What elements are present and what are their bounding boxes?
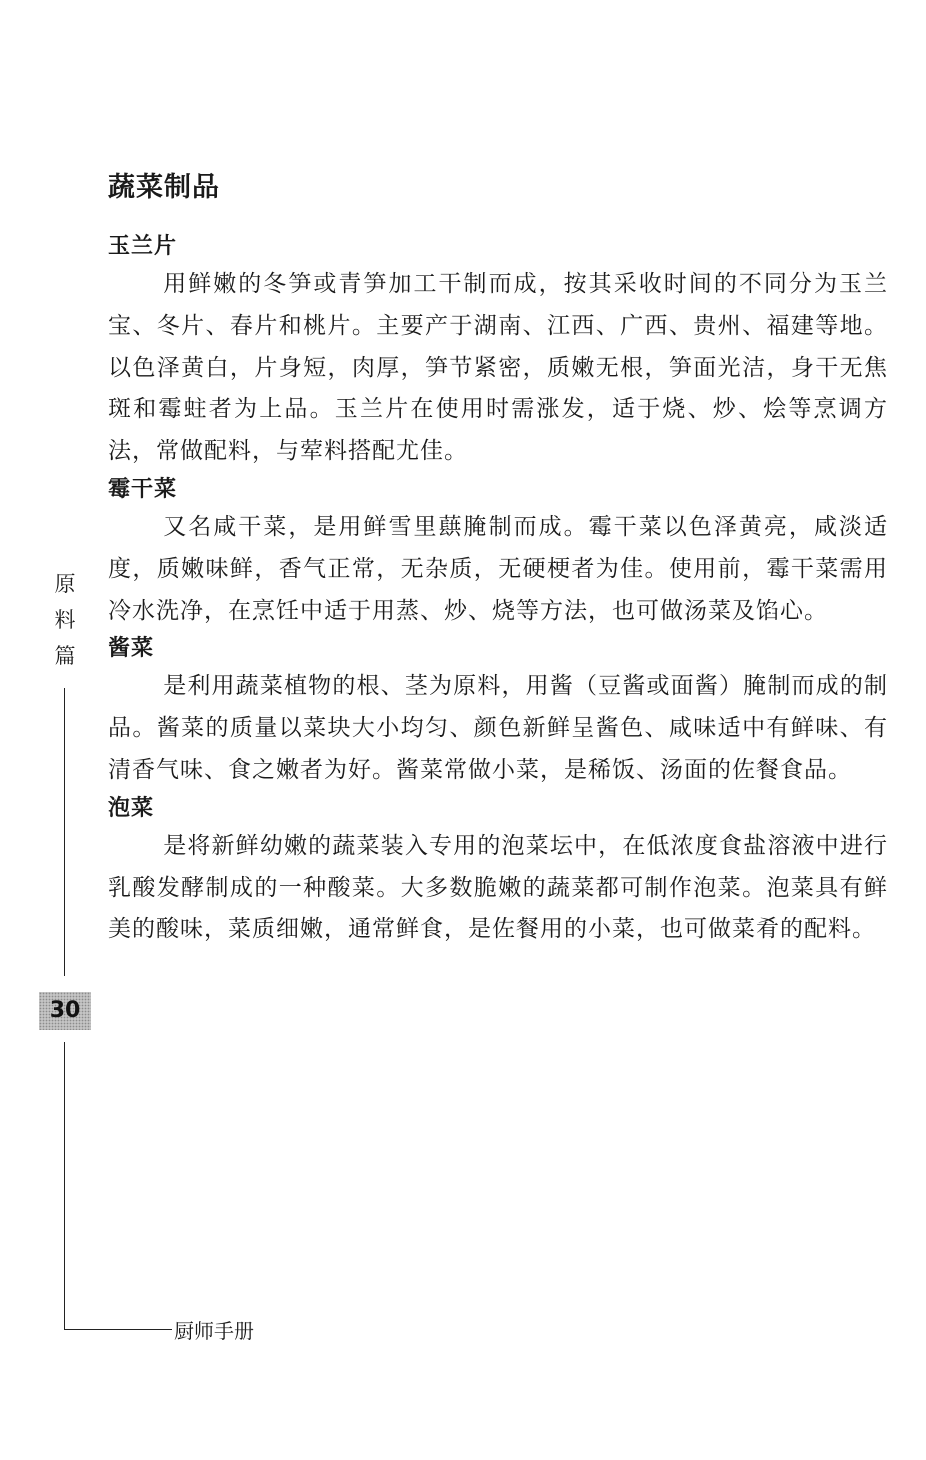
section-title: 蔬菜制品: [108, 172, 220, 203]
footer-book-title: 厨师手册: [174, 1319, 254, 1343]
entry-text: 是利用蔬菜植物的根、茎为原料，用酱（豆酱或面酱）腌制而成的制品。酱菜的质量以菜块大小均匀、颜色新鲜呈酱色、咸味适中有鲜味、有清香气味、食之嫩者为好。酱菜常做小菜，是稀饭、汤面的佐餐食品。: [108, 673, 888, 783]
entry-text: 是将新鲜幼嫩的蔬菜装入专用的泡菜坛中，在低浓度食盐溶液中进行乳酸发酵制成的一种酸菜。大多数脆嫩的蔬菜都可制作泡菜。泡菜具有鲜美的酸味，菜质细嫩，通常鲜食，是佐餐用的小菜，也可做菜肴的配料。: [108, 832, 888, 943]
entry-title: 玉兰片: [108, 234, 178, 259]
chapter-side-label: [52, 566, 78, 674]
footer-rule: [64, 1329, 172, 1330]
side-label-char: 料: [54, 608, 76, 632]
entry-title: 泡菜: [108, 795, 155, 821]
page-number: 30: [39, 992, 91, 1030]
margin-rule-upper: [64, 688, 65, 976]
entry-meiganchai: [108, 473, 888, 632]
entry-title: 霉干菜: [108, 476, 178, 502]
entry-text: 又名咸干菜，是用鲜雪里蕻腌制而成。霉干菜以色泽黄亮，咸淡适度，质嫩味鲜，香气正常，无杂质，无硬梗者为佳。使用前，霉干菜需用冷水洗净，在烹饪中适于用蒸、炒、烧等方法，也可做汤菜及馅心。: [108, 513, 888, 624]
side-label-char: 篇: [54, 644, 76, 668]
entry-paocai: [108, 792, 888, 951]
main-content: [108, 166, 888, 951]
entry-jiangcai: [108, 632, 888, 791]
margin-rule-lower: [64, 1042, 65, 1330]
side-label-char: 原: [54, 572, 76, 596]
entry-yulanpian: [108, 230, 888, 473]
entry-text: 用鲜嫩的冬笋或青笋加工干制而成，按其采收时间的不同分为玉兰宝、冬片、春片和桃片。主要产于湖南、江西、广西、贵州、福建等地。以色泽黄白，片身短，肉厚，笋节紧密，质嫩无根，笋面光洁，身干无焦斑和霉蛀者为上品。玉兰片在使用时需涨发，适于烧、炒、烩等烹调方法，常做配料，与荤料搭配尤佳。: [108, 271, 888, 465]
entry-title: 酱菜: [108, 636, 155, 662]
